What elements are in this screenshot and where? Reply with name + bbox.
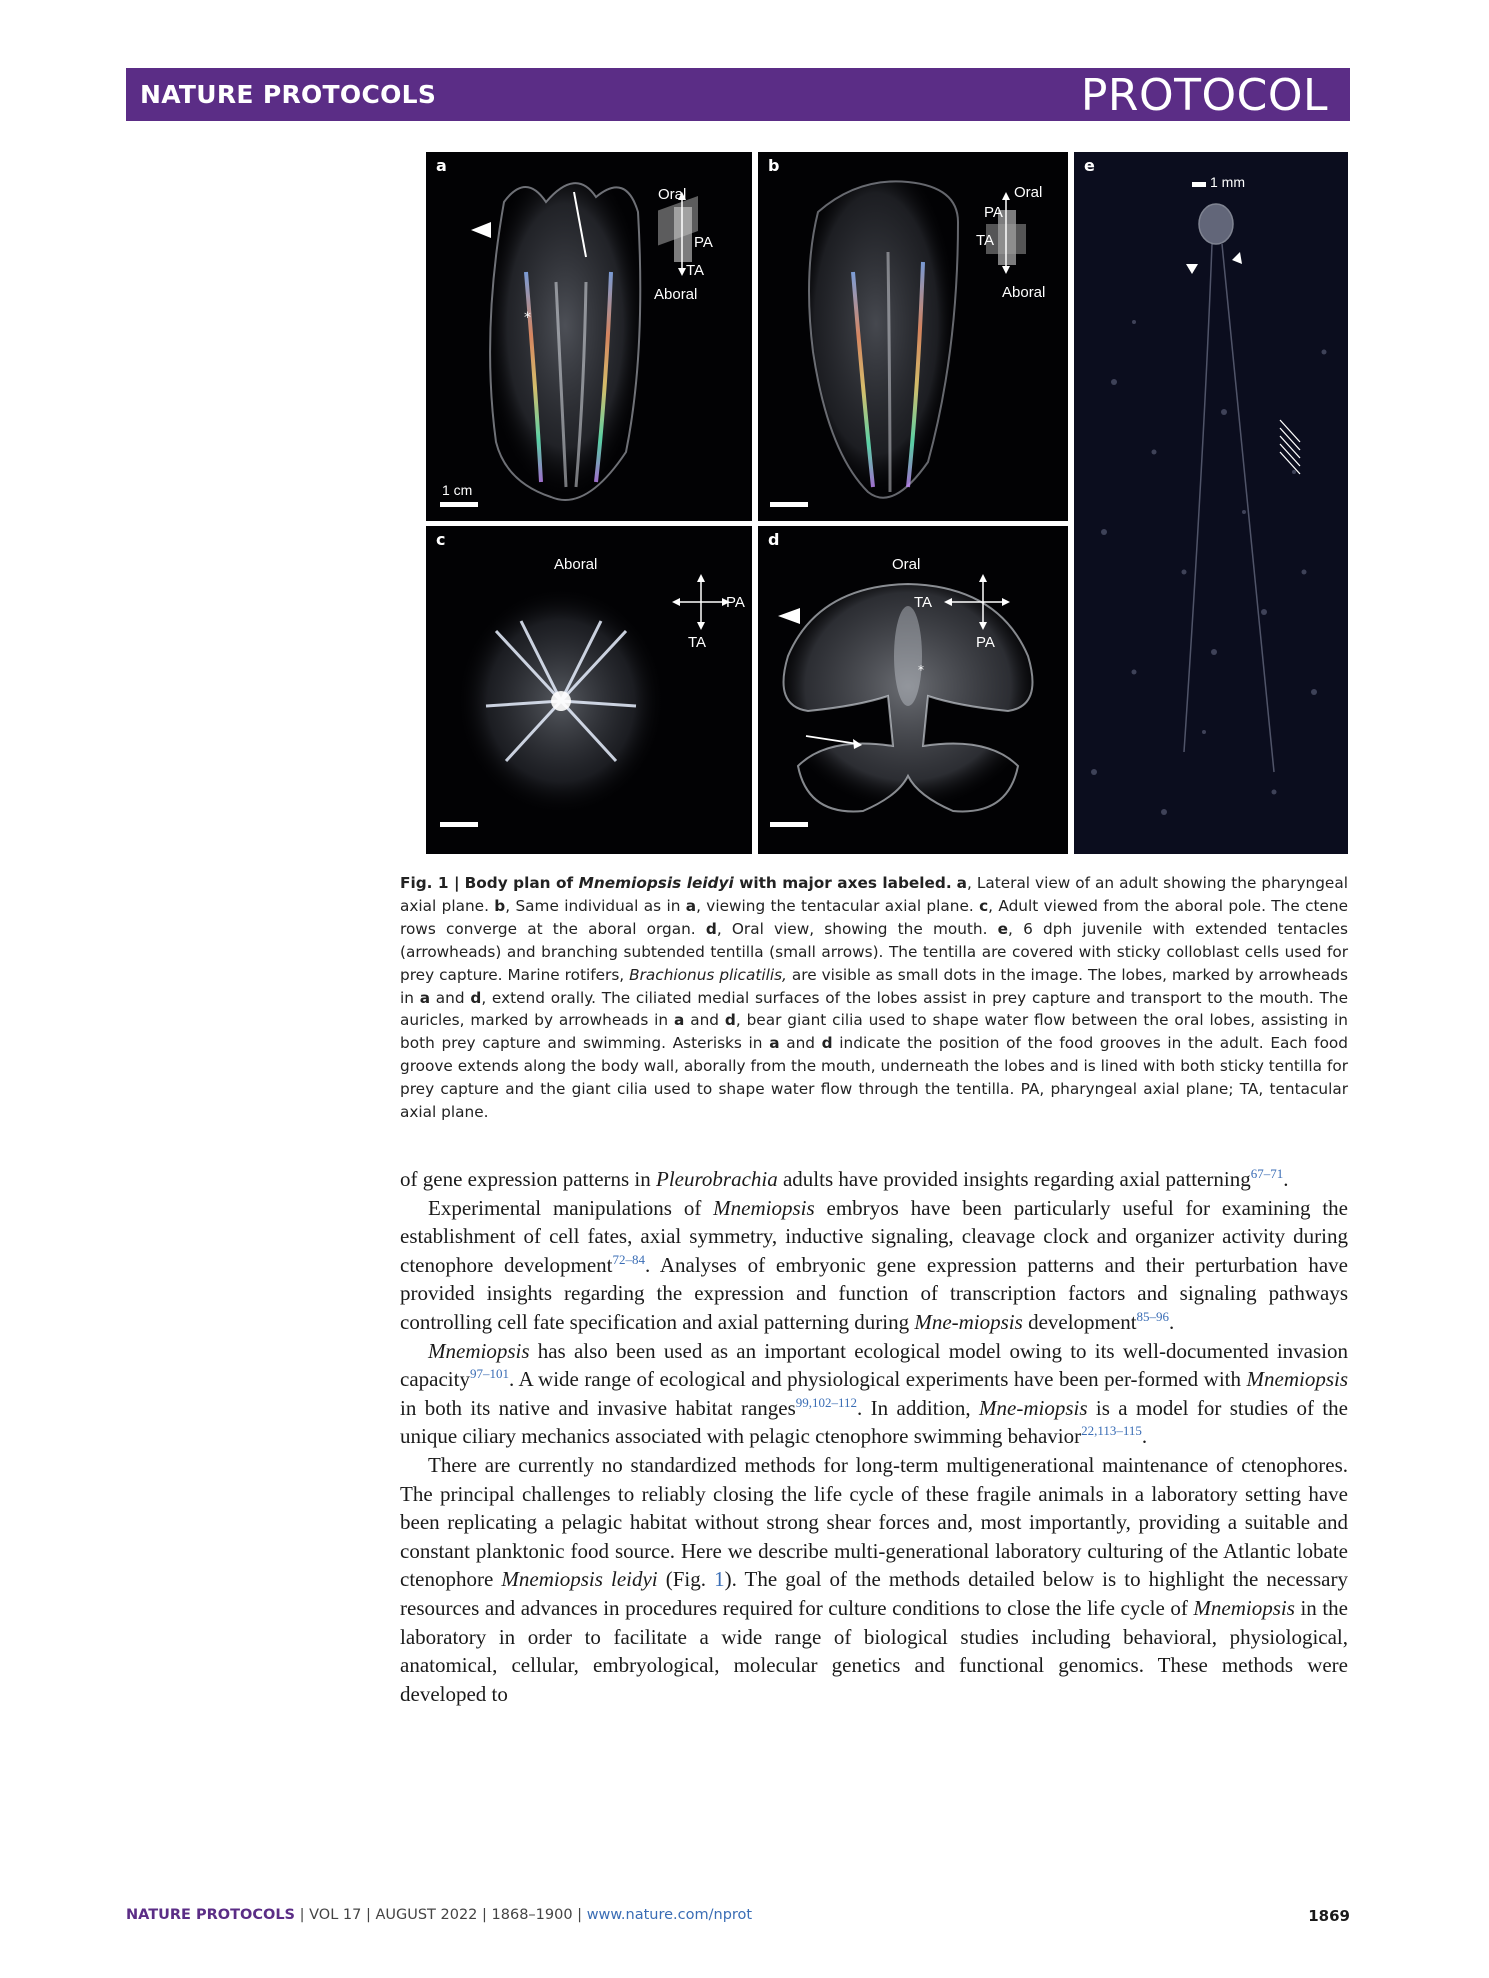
p3-italic-3: Mne-miopsis [979, 1395, 1088, 1420]
page-footer [126, 1907, 1350, 1929]
panel-c-pa-label: PA [726, 594, 745, 611]
panel-a-label: a [436, 156, 447, 175]
caption-ref-a-3: a [769, 1034, 780, 1053]
figure-link[interactable]: 1 [714, 1567, 725, 1592]
footer-sep: | [361, 1907, 376, 1923]
p4-mid: (Fig. [657, 1567, 715, 1592]
panel-d [758, 526, 1068, 854]
panel-d-oral-label: Oral [892, 556, 921, 573]
caption-ref-d-2: d [724, 1011, 736, 1030]
p3-mid2: . A wide range of ecological and physiological experiments have been per-formed with [508, 1367, 1247, 1392]
caption-fig-label: Fig. 1 | [400, 874, 460, 892]
p1-post: adults have provided insights regarding axial patterning [777, 1167, 1251, 1191]
p3-end: . [1141, 1424, 1148, 1449]
figure-caption [400, 872, 1348, 1124]
citation-link[interactable]: 99,102–112 [795, 1394, 858, 1410]
panel-e [1074, 152, 1348, 854]
panel-e-label: e [1084, 156, 1095, 175]
panel-a-aboral-label: Aboral [654, 286, 698, 303]
p4-pre: There are currently no standardized methods for long-term multigenerational maintenance of ctenophores. The principal challenges to reliably closing the life cycle of these fragile animals in a laboratory setting have been replicating a pelagic habitat without strong shear forces and, most importantly, providing a suitable and constant planktonic food source. Here we describe multi-generational laboratory culturing of the Atlantic lobate ctenophore [400, 1452, 1348, 1592]
panel-d-pa-label: PA [976, 634, 995, 651]
caption-rest2: , extend orally. The ciliated medial surfaces of the lobes assist in prey capture and transport to the mouth. The auricles, marked by arrowheads in [400, 988, 1348, 1030]
citation-link[interactable]: 22,113–115 [1081, 1423, 1142, 1439]
caption-part-d-text: , Oral view, showing the mouth. [716, 919, 998, 938]
panel-e-image [1074, 152, 1348, 854]
figure-1 [426, 152, 1348, 854]
caption-ref-d: d [470, 988, 482, 1007]
panel-c [426, 526, 752, 854]
caption-rest1: are visible as small dots in the image. The lobes, marked by arrowheads in [400, 965, 1348, 1007]
caption-rotifer-name: Brachionus plicatilis, [629, 965, 787, 984]
caption-title-post: with major axes labeled. [733, 874, 952, 892]
p3-mid4: . In addition, [857, 1395, 980, 1420]
caption-part-e-text: , 6 dph juvenile with extended tentacles (arrowheads) and branching subtended tentilla (small arrows). The tentilla are covered with sticky colloblast cells used for prey capture. Marine rotifers, [400, 919, 1349, 984]
caption-title-species: Mnemiopsis leidyi [578, 874, 734, 892]
panel-b [758, 152, 1068, 521]
p1-italic: Pleurobrachia [656, 1167, 778, 1191]
panel-b-pa-label: PA [984, 204, 1003, 221]
panel-b-ta-label: TA [976, 232, 995, 249]
panel-b-label: b [768, 156, 780, 175]
panel-e-scale-text: 1 mm [1210, 174, 1245, 190]
caption-part-e-letter: e [997, 919, 1009, 938]
p1-end: . [1283, 1167, 1289, 1191]
caption-rest3: , bear giant cilia used to shape water flow between the oral lobes, assisting in both prey capture and swimming. Asterisks in [400, 1011, 1349, 1053]
caption-ref-a: a [419, 988, 431, 1007]
caption-part-b-text2: , viewing the tentacular axial plane. [696, 896, 980, 915]
p2-post: development [1022, 1309, 1137, 1334]
footer-sep: | [295, 1907, 310, 1923]
footer-date: AUGUST 2022 [375, 1907, 478, 1923]
p2-mid: embryos have been particularly useful for examining the establishment of cell fates, axial symmetry, inductive signaling, cleavage clock and organizer activity during ctenophore development [400, 1195, 1348, 1277]
article-type: PROTOCOL [1080, 70, 1328, 121]
panel-d-image [758, 526, 1068, 854]
page-number: 1869 [1308, 1907, 1350, 1925]
panel-c-aboral-label: Aboral [554, 556, 598, 573]
caption-part-b-text: , Same individual as in [505, 896, 686, 915]
footer-volume: VOL 17 [309, 1907, 362, 1923]
body-text [400, 1165, 1348, 1708]
citation-link[interactable]: 97–101 [469, 1366, 509, 1382]
p3-italic: Mnemiopsis [428, 1338, 530, 1363]
panel-a [426, 152, 752, 521]
p4-post: in the laboratory in order to facilitate a wide range of biological studies including behavioral, physiological, anatomical, cellular, embryological, molecular genetics and functional genomics. These methods were developed to [400, 1595, 1348, 1706]
svg-text:*: * [524, 310, 531, 326]
caption-part-a-text: , Lateral view of an adult showing the pharyngeal axial plane. [400, 874, 1348, 915]
panel-a-oral-label: Oral [658, 186, 687, 203]
p1-pre: of gene expression patterns in [400, 1167, 657, 1191]
p4-italic-2: Mnemiopsis [1193, 1595, 1295, 1620]
p4-mid2: ). The goal of the methods detailed below is to highlight the necessary resources and advances in procedures required for culture conditions to close the life cycle of [400, 1567, 1348, 1620]
p2-mid2: . Analyses of embryonic gene expression patterns and their perturbation have provided insights regarding the expression and function of transcription factors and signaling pathways controlling cell fate specification and axial patterning during [400, 1252, 1348, 1334]
journal-name: NATURE PROTOCOLS [140, 80, 437, 109]
p3-italic-2: Mnemiopsis [1246, 1367, 1348, 1392]
footer-journal: NATURE PROTOCOLS [126, 1907, 296, 1923]
panel-a-scale-text: 1 cm [442, 482, 473, 498]
footer-sep: | [477, 1907, 492, 1923]
panel-a-pa-label: PA [694, 234, 713, 251]
caption-part-c-text: , Adult viewed from the aboral pole. The ctene rows converge at the aboral organ. [400, 896, 1348, 938]
panel-b-image [758, 152, 1068, 521]
paragraph-4 [400, 1451, 1348, 1708]
p2-end: . [1169, 1309, 1175, 1334]
caption-and-1: and [430, 988, 471, 1007]
citation-link[interactable]: 72–84 [612, 1251, 646, 1267]
panel-b-oral-label: Oral [1014, 184, 1043, 201]
caption-part-b-ref-letter: a [685, 896, 697, 915]
p2-pre: Experimental manipulations of [428, 1195, 714, 1220]
p2-italic: Mnemiopsis [713, 1195, 815, 1220]
footer-pages: 1868–1900 [491, 1907, 573, 1923]
panel-d-label: d [768, 530, 780, 549]
footer-sep: | [572, 1907, 587, 1923]
panel-b-aboral-label: Aboral [1002, 284, 1046, 301]
caption-rest4: indicate the position of the food grooves in the adult. Each food groove extends along the body wall, aborally from the mouth, underneath the lobes and is lined with both sticky tentilla for prey capture and the giant cilia used to shape water flow through the tentilla. PA, pharyngeal axial plane; TA, tentacular axial plane. [400, 1034, 1348, 1122]
caption-part-d-letter: d [705, 919, 717, 938]
paragraph-3 [400, 1337, 1348, 1451]
caption-part-c-letter: c [979, 896, 989, 915]
panel-c-label: c [436, 530, 446, 549]
panel-a-image [426, 152, 752, 521]
p2-italic-2: Mne-miopsis [914, 1309, 1023, 1334]
caption-part-a-letter: a [956, 874, 967, 892]
caption-and-2: and [684, 1011, 725, 1030]
paragraph-1 [400, 1165, 1348, 1194]
panel-d-ta-label: TA [914, 594, 933, 611]
caption-ref-d-3: d [821, 1034, 833, 1053]
panel-c-ta-label: TA [688, 634, 707, 651]
footer-url[interactable]: www.nature.com/nprot [586, 1907, 753, 1923]
caption-part-b-letter: b [494, 896, 506, 915]
p3-mid3: in both its native and invasive habitat ranges [400, 1395, 796, 1420]
caption-title-pre: Body plan of [464, 874, 579, 892]
svg-text:*: * [918, 663, 924, 677]
p4-italic: Mnemiopsis leidyi [501, 1567, 658, 1592]
caption-and-3: and [779, 1034, 822, 1053]
journal-header [126, 68, 1350, 121]
panel-a-ta-label: TA [686, 262, 705, 279]
p3-mid: has also been used as an important ecological model owing to its well-documented invasion capacity [400, 1338, 1348, 1392]
panel-a-scalebar [440, 502, 478, 507]
paragraph-2 [400, 1194, 1348, 1337]
citation-link[interactable]: 85–96 [1136, 1308, 1170, 1324]
p3-mid5: is a model for studies of the unique ciliary mechanics associated with pelagic ctenophore swimming behavior [400, 1395, 1348, 1449]
panel-c-image [426, 526, 752, 854]
citation-link[interactable]: 67–71 [1250, 1166, 1284, 1181]
caption-ref-a-2: a [674, 1011, 685, 1030]
